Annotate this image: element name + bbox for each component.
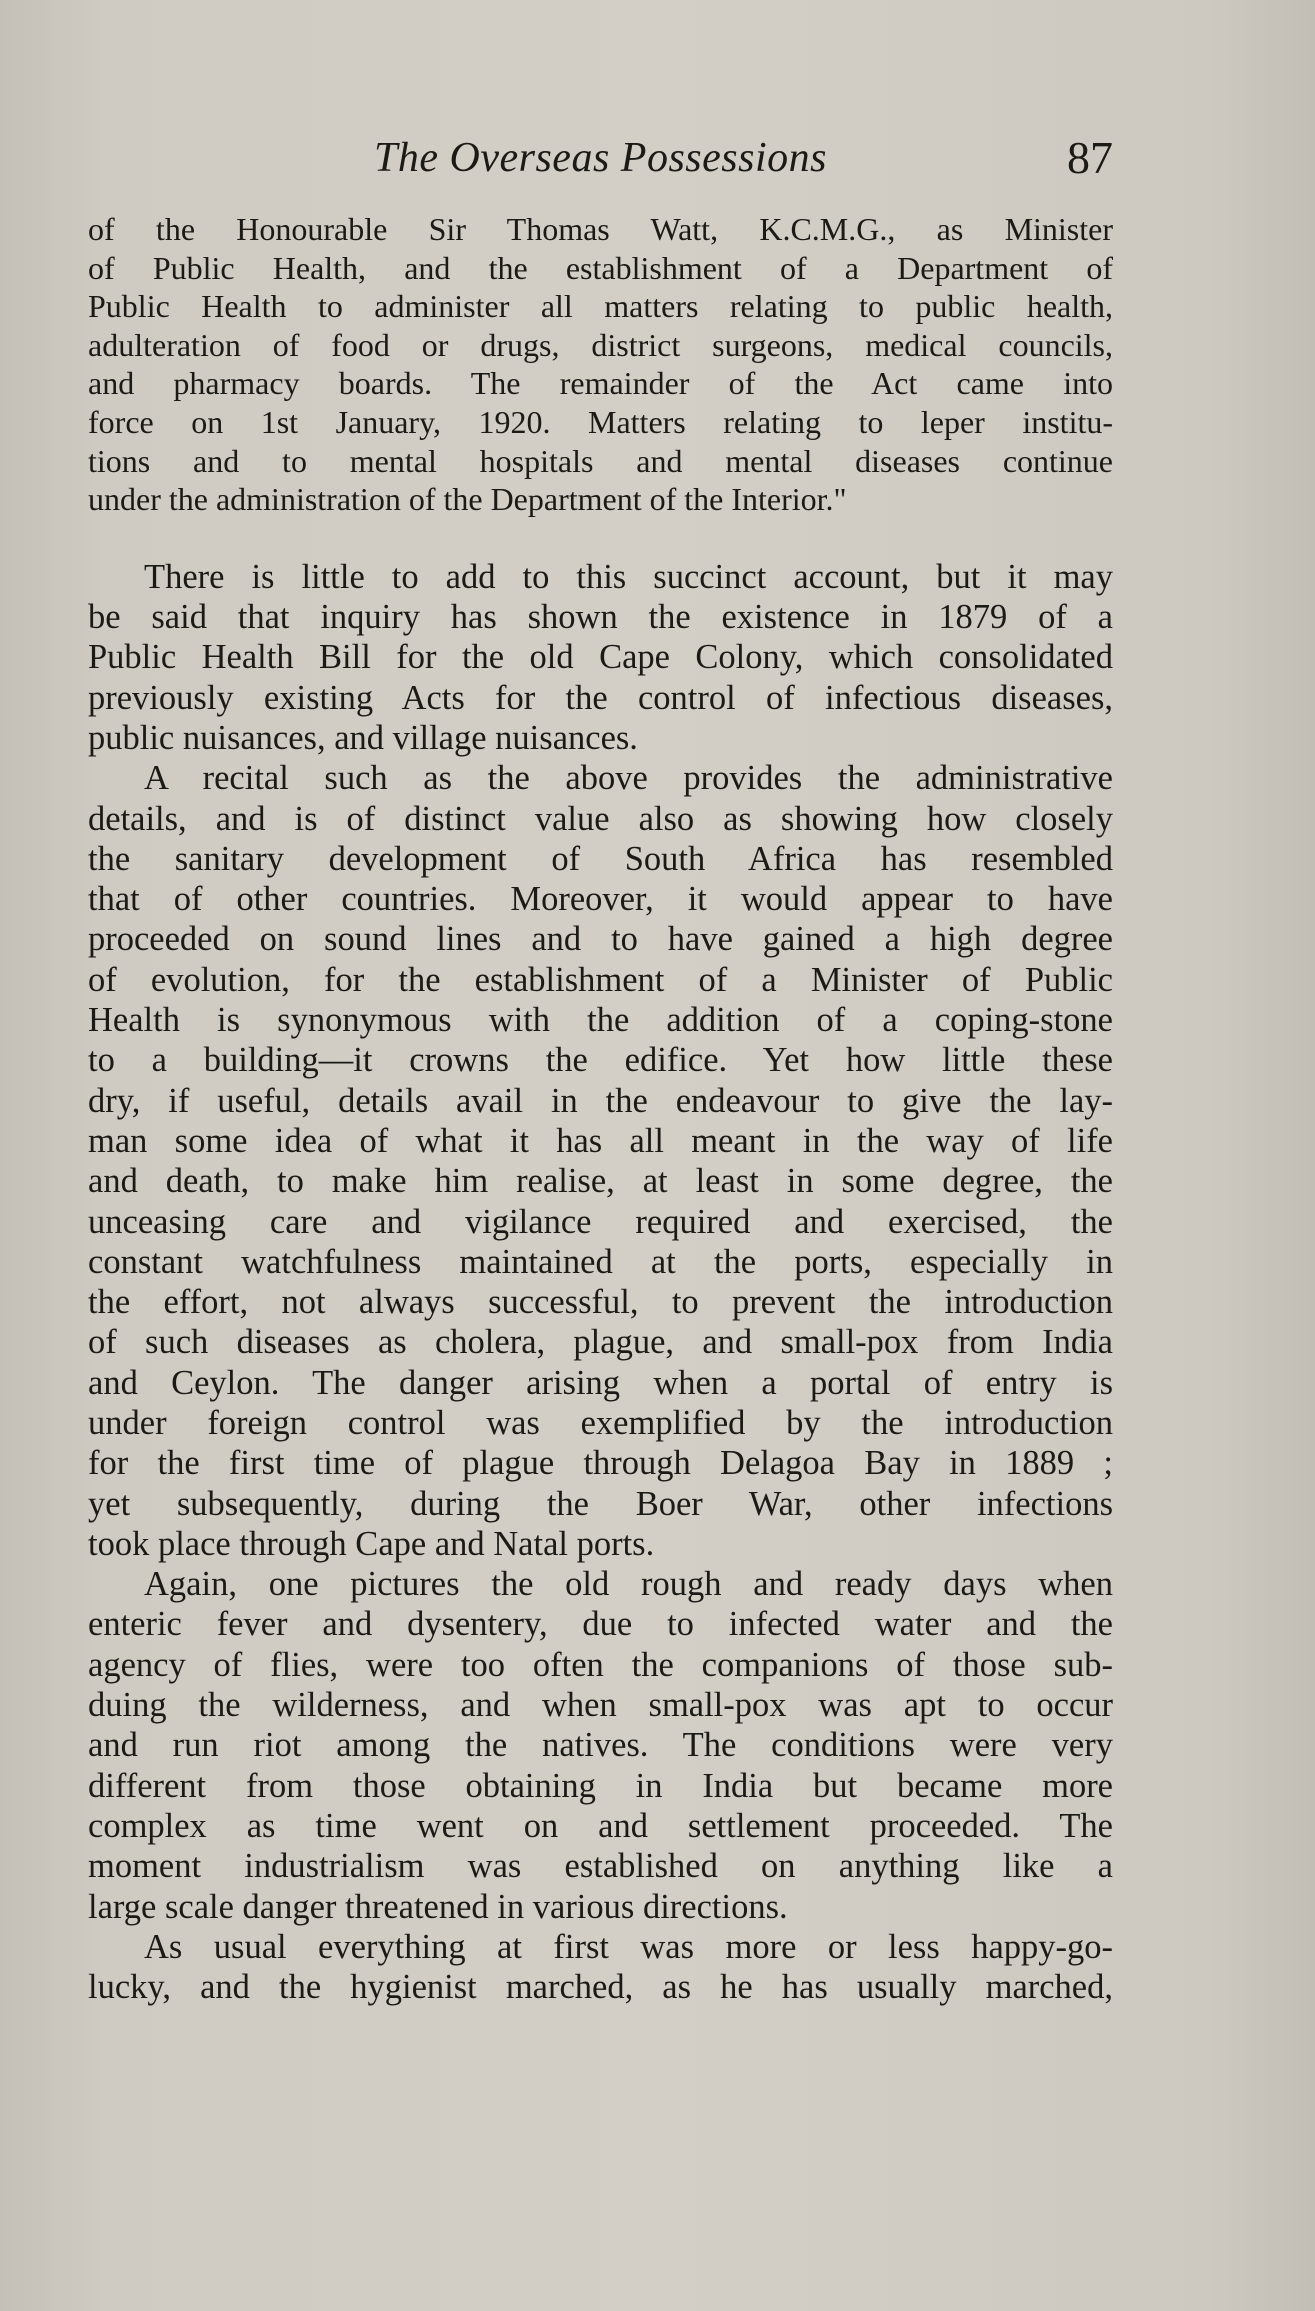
text-line: agency of flies, were too often the companions of those sub- [88,1645,1113,1684]
text-line: adulteration of food or drugs, district surgeons, medical councils, [88,326,1113,363]
page-number: 87 [1067,132,1113,183]
text-line: enteric fever and dysentery, due to infected water and the [88,1605,1113,1644]
text-line: under foreign control was exemplified by the introduction [88,1403,1113,1442]
text-line: Again, one pictures the old rough and ready days when [144,1565,1113,1604]
text-line: for the first time of plague through Delagoa Bay in 1889 ; [88,1444,1113,1483]
text-line: man some idea of what it has all meant in the way of life [88,1121,1113,1160]
text-line: constant watchfulness maintained at the ports, especially in [88,1242,1113,1281]
text-line: complex as time went on and settlement proceeded. The [88,1806,1113,1845]
text-line: A recital such as the above provides the administrative [144,759,1113,798]
text-line: details, and is of distinct value also as showing how closely [88,799,1113,838]
text-line: yet subsequently, during the Boer War, other infections [88,1484,1113,1523]
main-text [88,557,1113,2008]
text-line: force on 1st January, 1920. Matters relating to leper institu- [88,403,1113,440]
text-line: duing the wilderness, and when small-pox was apt to occur [88,1686,1113,1725]
text-line: under the administration of the Department of the Interior." [88,481,847,518]
text-line: tions and to mental hospitals and mental diseases continue [88,442,1113,479]
text-line: of Public Health, and the establishment of a Department of [88,249,1113,286]
text-line: There is little to add to this succinct account, but it may [144,557,1113,596]
text-line: different from those obtaining in India but became more [88,1766,1113,1805]
text-line: and run riot among the natives. The conditions were very [88,1726,1113,1765]
text-line: and pharmacy boards. The remainder of the Act came into [88,365,1113,402]
text-line: of evolution, for the establishment of a Minister of Public [88,960,1113,999]
paragraph [88,557,1113,758]
text-line: the effort, not always successful, to prevent the introduction [88,1283,1113,1322]
page-header [88,128,1113,188]
text-line: that of other countries. Moreover, it would appear to have [88,880,1113,919]
text-line: unceasing care and vigilance required and exercised, the [88,1202,1113,1241]
text-line: lucky, and the hygienist marched, as he has usually marched, [88,1968,1113,2007]
text-line: of the Honourable Sir Thomas Watt, K.C.M.G., as Minister [88,211,1113,247]
paragraph [88,1927,1113,2008]
text-line: dry, if useful, details avail in the endeavour to give the lay- [88,1081,1113,1120]
text-line: moment industrialism was established on anything like a [88,1847,1113,1886]
text-line: to a building—it crowns the edifice. Yet how little these [88,1041,1113,1080]
text-line: proceeded on sound lines and to have gained a high degree [88,920,1113,959]
running-title: The Overseas Possessions [374,135,827,181]
page-body [88,210,1113,2007]
text-line: large scale danger threatened in various directions. [88,1887,788,1926]
text-line: public nuisances, and village nuisances. [88,718,638,757]
text-line: and death, to make him realise, at least in some degree, the [88,1162,1113,1201]
text-line: be said that inquiry has shown the existence in 1879 of a [88,598,1113,637]
text-line: and Ceylon. The danger arising when a portal of entry is [88,1363,1113,1402]
text-line: of such diseases as cholera, plague, and small-pox from India [88,1323,1113,1362]
paragraph [88,1564,1113,1927]
text-line: Public Health to administer all matters relating to public health, [88,288,1113,325]
text-line: the sanitary development of South Africa has resembled [88,839,1113,878]
text-line: As usual everything at first was more or less happy-go- [144,1927,1113,1966]
paragraph [88,758,1113,1564]
text-line: previously existing Acts for the control of infectious diseases, [88,678,1113,717]
quoted-passage [88,210,1113,519]
text-line: Health is synonymous with the addition of a coping-stone [88,1001,1113,1040]
text-line: Public Health Bill for the old Cape Colony, which consolidated [88,638,1113,677]
text-line: took place through Cape and Natal ports. [88,1524,655,1563]
